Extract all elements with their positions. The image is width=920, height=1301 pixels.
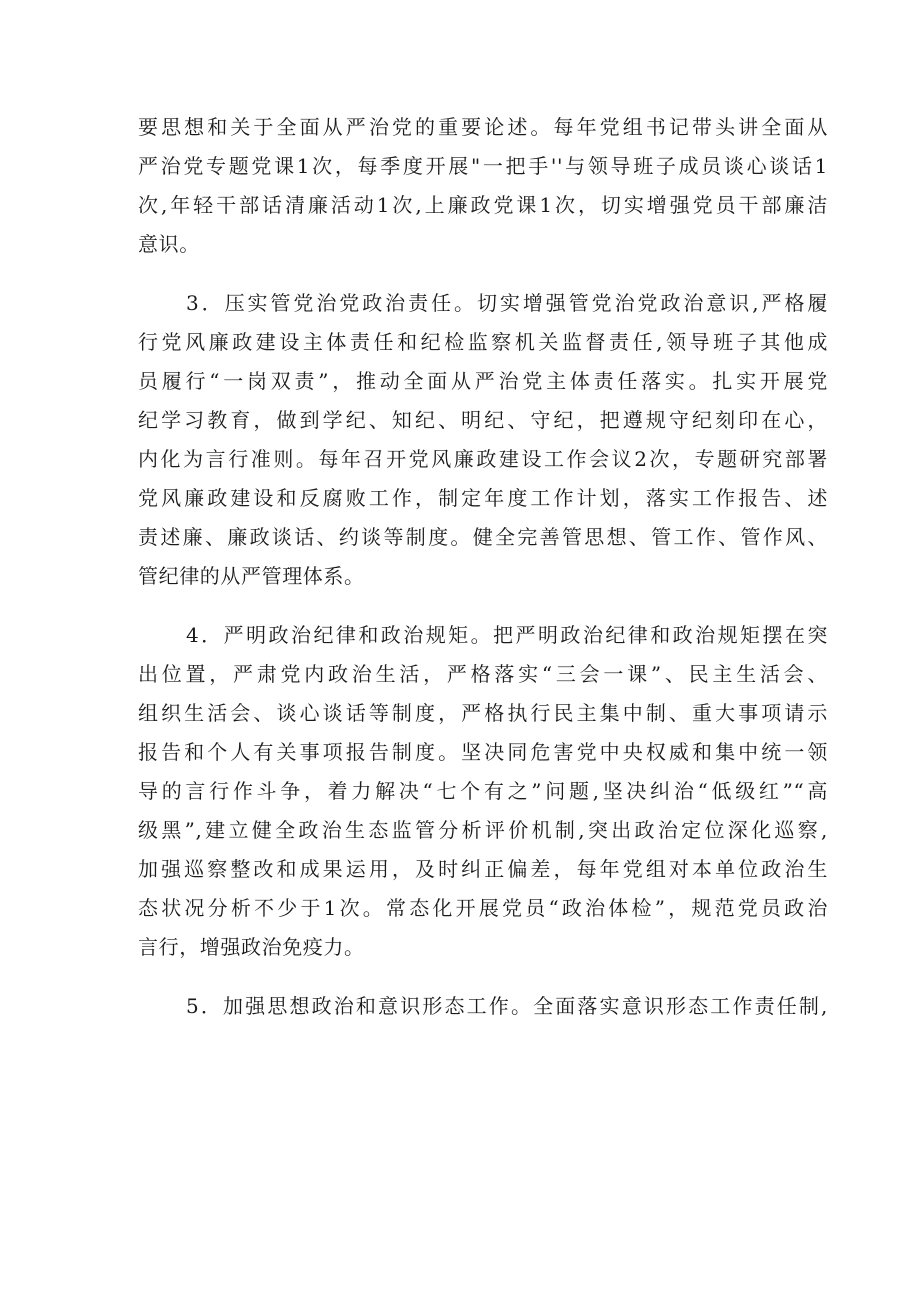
text-line: 行党风廉政建设主体责任和纪检监察机关监督责任,领导班子其他成 xyxy=(138,330,828,354)
text-line: 级黑”,建立健全政治生态监管分析评价机制,突出政治定位深化巡察, xyxy=(138,818,828,842)
text-line: 导的言行作斗争，着力解决“七个有之”问题,坚决纠治“低级红”“高 xyxy=(138,779,828,803)
paragraph-heading-line: 3．压实管党治党政治责任。切实增强管党治党政治意识,严格履 xyxy=(186,291,828,315)
text-line: 管纪律的从严管理体系。 xyxy=(138,564,365,588)
text-line: 出位置，严肃党内政治生活，严格落实“三会一课”、民主生活会、 xyxy=(138,662,828,686)
text-line: 党风廉政建设和反腐败工作，制定年度工作计划，落实工作报告、述 xyxy=(138,486,828,510)
paragraph xyxy=(138,987,828,1026)
paragraph-heading-line: 5．加强思想政治和意识形态工作。全面落实意识形态工作责任制, xyxy=(186,994,828,1018)
text-line: 次,年轻干部话清廉活动1次,上廉政党课1次，切实增强党员干部廉洁 xyxy=(138,193,828,217)
text-line: 加强巡察整改和成果运用，及时纠正偏差，每年党组对本单位政治生 xyxy=(138,857,828,881)
text-line: 言行，增强政治免疫力。 xyxy=(138,935,365,959)
text-line: 要思想和关于全面从严治党的重要论述。每年党组书记带头讲全面从 xyxy=(138,115,828,139)
paragraph xyxy=(138,284,828,596)
paragraph-heading-line: 4．严明政治纪律和政治规矩。把严明政治纪律和政治规矩摆在突 xyxy=(186,623,828,647)
text-line: 报告和个人有关事项报告制度。坚决同危害党中央权威和集中统一领 xyxy=(138,740,828,764)
text-line: 纪学习教育，做到学纪、知纪、明纪、守纪，把遵规守纪刻印在心， xyxy=(138,408,828,432)
paragraph xyxy=(138,616,828,967)
text-line: 严治党专题党课1次，每季度开展"一把手''与领导班子成员谈心谈话1 xyxy=(138,154,828,178)
document-body xyxy=(138,108,828,1026)
text-line: 员履行“一岗双责”，推动全面从严治党主体责任落实。扎实开展党 xyxy=(138,369,828,393)
text-line: 内化为言行准则。每年召开党风廉政建设工作会议2次，专题研究部署 xyxy=(138,447,828,471)
paragraph xyxy=(138,108,828,264)
text-line: 责述廉、廉政谈话、约谈等制度。健全完善管思想、管工作、管作风、 xyxy=(138,525,828,549)
text-line: 意识。 xyxy=(138,232,200,256)
text-line: 态状况分析不少于1次。常态化开展党员“政治体检”，规范党员政治 xyxy=(138,896,828,920)
text-line: 组织生活会、谈心谈话等制度，严格执行民主集中制、重大事项请示 xyxy=(138,701,828,725)
